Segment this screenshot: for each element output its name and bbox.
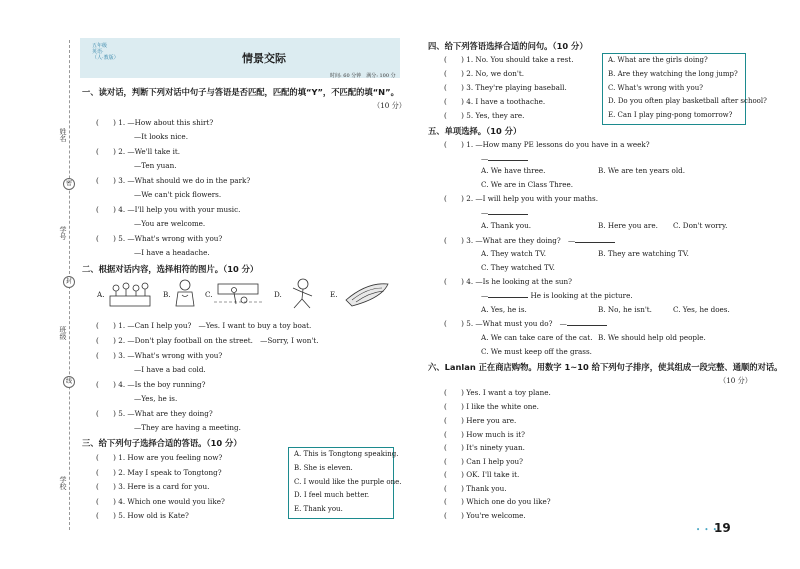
s3-q2: ( ) 2. May I speak to Tongtong? xyxy=(96,468,222,477)
s5-q4-opt-a: A. Yes, he is. xyxy=(481,305,527,314)
s5-q5-opt-c: C. We must keep off the grass. xyxy=(481,347,592,356)
s6-item1: ( ) Yes. I want a toy plane. xyxy=(444,388,551,397)
name-label: 姓名 xyxy=(59,128,67,142)
s3-option-b: B. She is eleven. xyxy=(294,463,353,472)
s1-q3: ( ) 3. —What should we do in the park? xyxy=(96,176,251,185)
s3-option-e: E. Thank you. xyxy=(294,505,343,514)
id-label: 学号 xyxy=(59,226,67,240)
answer-blank xyxy=(488,154,528,161)
s5-q1-opt-b: B. We are ten years old. xyxy=(598,166,686,175)
s2-q3: ( ) 3. —What's wrong with you? xyxy=(96,351,223,360)
s5-q3-opt-b: B. They are watching TV. xyxy=(598,249,689,258)
s1-a4: —You are welcome. xyxy=(134,219,206,228)
s5-q5-text: ( ) 5. —What must you do? — xyxy=(444,319,567,328)
s3-option-a: A. This is Tongtong speaking. xyxy=(294,450,399,458)
section1-score: （10 分） xyxy=(373,101,406,110)
section6-score: （10 分） xyxy=(719,376,752,385)
seal-mark: 线 xyxy=(63,376,75,388)
s4-q4: ( ) 4. I have a toothache. xyxy=(444,97,546,106)
s5-blank2-dash: — xyxy=(481,208,489,217)
seal-mark: 封 xyxy=(63,276,75,288)
s4-q5: ( ) 5. Yes, they are. xyxy=(444,111,525,120)
running-boy-picture xyxy=(288,278,318,310)
classroom-meeting-picture xyxy=(108,278,153,310)
s3-q4: ( ) 4. Which one would you like? xyxy=(96,497,225,506)
s5-blank4-tail: He is looking at the picture. xyxy=(528,291,633,300)
s6-item5: ( ) It's ninety yuan. xyxy=(444,443,525,452)
s4-option-a: A. What are the girls doing? xyxy=(608,56,708,64)
answer-blank xyxy=(488,291,528,298)
section3-options-box xyxy=(288,447,402,519)
s5-q3-text: ( ) 3. —What are they doing? — xyxy=(444,236,576,245)
s5-blank2 xyxy=(481,208,528,217)
page-title: 情景交际 xyxy=(242,52,286,65)
s6-item6: ( ) Can I help you? xyxy=(444,457,524,466)
s4-option-d: D. Do you often play basketball after school? xyxy=(608,97,767,106)
s5-q1-opt-c: C. We are in Class Three. xyxy=(481,180,574,189)
s6-item8: ( ) Thank you. xyxy=(444,484,507,493)
subject-text: 英语· xyxy=(92,49,104,55)
s5-blank4 xyxy=(481,291,633,300)
s6-item10: ( ) You're welcome. xyxy=(444,511,526,520)
grade-text: 五年级 xyxy=(92,43,108,49)
s5-q3-opt-c: C. They watched TV. xyxy=(481,263,555,272)
s2-a3: —I have a bad cold. xyxy=(134,365,206,374)
page-dots: • • • xyxy=(696,526,718,534)
s6-item7: ( ) OK. I'll take it. xyxy=(444,470,520,479)
s1-q2: ( ) 2. —We'll take it. xyxy=(96,147,181,156)
s6-item3: ( ) Here you are. xyxy=(444,416,517,425)
s5-q5-opt-a: A. We can take care of the cat. xyxy=(481,333,593,342)
edition-text: （人·教版） xyxy=(92,55,119,61)
street-football-picture xyxy=(214,278,264,310)
s5-q5 xyxy=(444,319,607,329)
s5-q2-opt-a: A. Thank you. xyxy=(481,221,532,230)
s4-q1: ( ) 1. No. You should take a rest. xyxy=(444,55,574,64)
s5-q2: ( ) 2. —I will help you with your maths. xyxy=(444,194,599,203)
s3-q3: ( ) 3. Here is a card for you. xyxy=(96,482,210,491)
s5-blank1-dash: — xyxy=(481,154,489,163)
s4-option-c: C. What's wrong with you? xyxy=(608,83,703,92)
pic-label-b: B. xyxy=(163,290,171,299)
section2-heading: 二、根据对话内容，选择相符的图片。（10 分） xyxy=(82,264,259,274)
s5-q2-opt-c: C. Don't worry. xyxy=(673,221,728,230)
sick-boy-picture xyxy=(172,278,198,310)
s5-q4-opt-b: B. No, he isn't. xyxy=(598,305,652,314)
s1-a5: —I have a headache. xyxy=(134,248,210,257)
s3-option-c: C. I would like the purple one. xyxy=(294,477,402,486)
s2-a5: —They are having a meeting. xyxy=(134,423,241,432)
s5-blank4-dash: — xyxy=(481,291,489,300)
answer-blank xyxy=(567,319,607,326)
s6-item9: ( ) Which one do you like? xyxy=(444,497,551,506)
binding-margin xyxy=(0,0,80,569)
s2-a4: —Yes, he is. xyxy=(134,394,178,403)
pic-label-e: E. xyxy=(330,290,338,299)
s1-q4: ( ) 4. —I'll help you with your music. xyxy=(96,205,241,214)
toy-boat-picture xyxy=(342,278,392,310)
s5-q4: ( ) 4. —Is he looking at the sun? xyxy=(444,277,573,286)
s5-q2-opt-b: B. Here you are. xyxy=(598,221,658,230)
grade-chip xyxy=(92,43,119,61)
s5-q1-opt-a: A. We have three. xyxy=(481,166,546,175)
s1-q1: ( ) 1. —How about this shirt? xyxy=(96,118,214,127)
s3-q1: ( ) 1. How are you feeling now? xyxy=(96,453,223,462)
s1-a3: —We can't pick flowers. xyxy=(134,190,222,199)
s1-q5: ( ) 5. —What's wrong with you? xyxy=(96,234,223,243)
page-number: 19 xyxy=(714,521,731,535)
s5-blank1 xyxy=(481,154,528,163)
answer-blank xyxy=(575,236,615,243)
seal-mark: 密 xyxy=(63,178,75,190)
s5-q1: ( ) 1. —How many PE lessons do you have in a week? xyxy=(444,140,650,149)
section3-heading: 三、给下列句子选择合适的答语。（10 分） xyxy=(82,438,242,448)
s2-q4: ( ) 4. —Is the boy running? xyxy=(96,380,206,389)
pic-label-d: D. xyxy=(274,290,282,299)
s3-q5: ( ) 5. How old is Kate? xyxy=(96,511,189,520)
s4-option-e: E. Can I play ping-pong tomorrow? xyxy=(608,111,733,120)
s2-q1: ( ) 1. —Can I help you? —Yes. I want to buy a toy boat. xyxy=(96,321,312,330)
exam-meta: 时间: 60 分钟 满分: 100 分 xyxy=(330,73,396,79)
section6-heading: 六、Lanlan 正在商店购物。用数字 1~10 给下列句子排序，使其组成一段完整、通顺的对话。 xyxy=(428,362,783,372)
section1-heading: 一、读对话，判断下列对话中句子与答语是否匹配，匹配的填“Y”，不匹配的填“N”。 xyxy=(82,87,399,97)
s4-q2: ( ) 2. No, we don't. xyxy=(444,69,524,78)
s5-q5-opt-b: B. We should help old people. xyxy=(598,333,706,342)
s5-q4-opt-c: C. Yes, he does. xyxy=(673,305,730,314)
s1-a1: —It looks nice. xyxy=(134,132,188,141)
answer-blank xyxy=(488,208,528,215)
s6-item2: ( ) I like the white one. xyxy=(444,402,539,411)
s6-item4: ( ) How much is it? xyxy=(444,430,525,439)
s2-q5: ( ) 5. —What are they doing? xyxy=(96,409,213,418)
school-label: 学校 xyxy=(59,476,67,490)
s3-option-d: D. I feel much better. xyxy=(294,491,370,500)
pic-label-a: A. xyxy=(97,290,105,299)
s4-q3: ( ) 3. They're playing baseball. xyxy=(444,83,567,92)
pic-label-c: C. xyxy=(205,290,213,299)
s1-a2: —Ten yuan. xyxy=(134,161,177,170)
section5-heading: 五、单项选择。（10 分） xyxy=(428,126,522,136)
s4-option-b: B. Are they watching the long jump? xyxy=(608,69,738,78)
s5-q3 xyxy=(444,236,615,246)
s5-q3-opt-a: A. They watch TV. xyxy=(481,249,547,258)
section4-options-box xyxy=(602,53,767,125)
class-label: 班级 xyxy=(59,326,67,340)
section4-heading: 四、给下列答语选择合适的问句。（10 分） xyxy=(428,41,588,51)
s2-q2: ( ) 2. —Don't play football on the street. —Sorry, I won't. xyxy=(96,336,319,345)
